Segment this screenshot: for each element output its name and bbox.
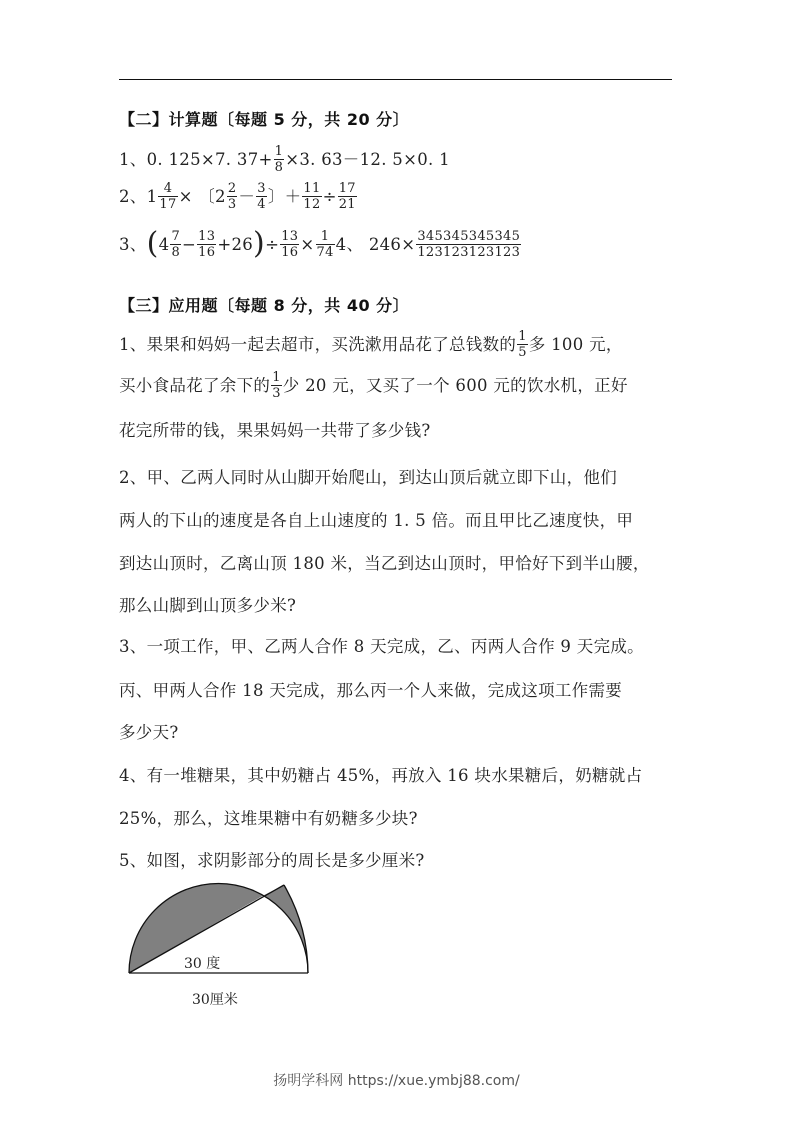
- fraction: $\frac{13}{16}$: [198, 229, 216, 260]
- fraction: $\frac{11}{12}$: [303, 181, 321, 212]
- q4-prefix: 4、: [335, 235, 364, 254]
- fraction: $\frac{7}{8}$: [171, 229, 181, 260]
- angle-label: 30 度: [184, 956, 221, 972]
- base-label: 30厘米: [192, 992, 238, 1008]
- text: 1、果果和妈妈一起去超市，买洗漱用品花了总钱数的: [119, 335, 517, 354]
- q2-op: × 〔2: [178, 187, 226, 206]
- app-question-4-line-1: 4、有一堆糖果，其中奶糖占 45%，再放入 16 块水果糖后，奶糖就占: [119, 766, 643, 785]
- q1-prefix: 1、0. 125×7. 37+: [119, 150, 273, 169]
- fraction: $\frac{1}{3}$: [272, 370, 281, 401]
- q3-prefix: 3、: [119, 235, 147, 254]
- section-3-heading: 【三】应用题〔每题 8 分，共 40 分〕: [119, 296, 410, 315]
- fraction: $\frac{1}{5}$: [518, 329, 527, 360]
- q4-lead: 246×: [368, 235, 416, 254]
- app-question-1-line-3: 花完所带的钱，果果妈妈一共带了多少钱?: [119, 421, 431, 440]
- fraction: $\frac{345345345345}{123123123123}$: [417, 229, 521, 260]
- app-question-2-line-3: 到达山顶时，乙离山顶 180 米，当乙到达山顶时，甲恰好下到半山腰，: [119, 554, 650, 573]
- q3-op: −: [182, 235, 197, 254]
- app-question-3-line-1: 3、一项工作，甲、乙两人合作 8 天完成，乙、丙两人合作 9 天完成。: [119, 637, 644, 656]
- left-paren: (: [146, 226, 159, 261]
- fraction: $\frac{17}{21}$: [338, 181, 356, 212]
- footer-watermark: 扬明学科网 https://xue.ymbj88.com/: [273, 1073, 520, 1089]
- fraction: $\frac{4}{17}$: [159, 181, 177, 212]
- app-question-4-line-2: 25%，那么，这堆果糖中有奶糖多少块?: [119, 809, 418, 828]
- right-paren: ): [253, 226, 266, 261]
- fraction: $\frac{1}{74}$: [316, 229, 334, 260]
- q2-op: －: [238, 187, 256, 206]
- q2-prefix: 2、1: [119, 187, 158, 206]
- q3-op: ×: [300, 235, 315, 254]
- app-question-5-line-1: 5、如图，求阴影部分的周长是多少厘米?: [119, 851, 425, 870]
- section-2-heading: 【二】计算题〔每题 5 分，共 20 分〕: [119, 110, 410, 129]
- text: 买小食品花了余下的: [119, 376, 271, 395]
- shaded-sector-tip: [263, 885, 308, 973]
- text: 多 100 元，: [528, 335, 623, 354]
- app-question-2-line-2: 两人的下山的速度是各自上山速度的 1. 5 倍。而且甲比乙速度快，甲: [119, 511, 634, 530]
- q1-suffix: ×3. 63－12. 5×0. 1: [285, 150, 450, 169]
- fraction: $\frac{3}{4}$: [257, 181, 266, 212]
- q3-op: +26: [217, 235, 254, 254]
- fraction: $\frac{2}{3}$: [227, 181, 237, 212]
- app-question-2-line-4: 那么山脚到山顶多少米?: [119, 596, 297, 615]
- q2-op: ÷: [322, 187, 337, 206]
- q3-whole: 4: [158, 235, 170, 254]
- fraction: $\frac{1}{8}$: [274, 144, 284, 175]
- text: 少 20 元，又买了一个 600 元的饮水机，正好: [282, 376, 628, 395]
- q2-op: 〕＋: [267, 187, 302, 206]
- q3-op: ÷: [265, 235, 280, 254]
- app-question-3-line-2: 丙、甲两人合作 18 天完成，那么丙一个人来做，完成这项工作需要: [119, 681, 623, 700]
- app-question-3-line-3: 多少天?: [119, 723, 179, 742]
- app-question-2-line-1: 2、甲、乙两人同时从山脚开始爬山，到达山顶后就立即下山，他们: [119, 468, 617, 487]
- fraction: $\frac{13}{16}$: [281, 229, 299, 260]
